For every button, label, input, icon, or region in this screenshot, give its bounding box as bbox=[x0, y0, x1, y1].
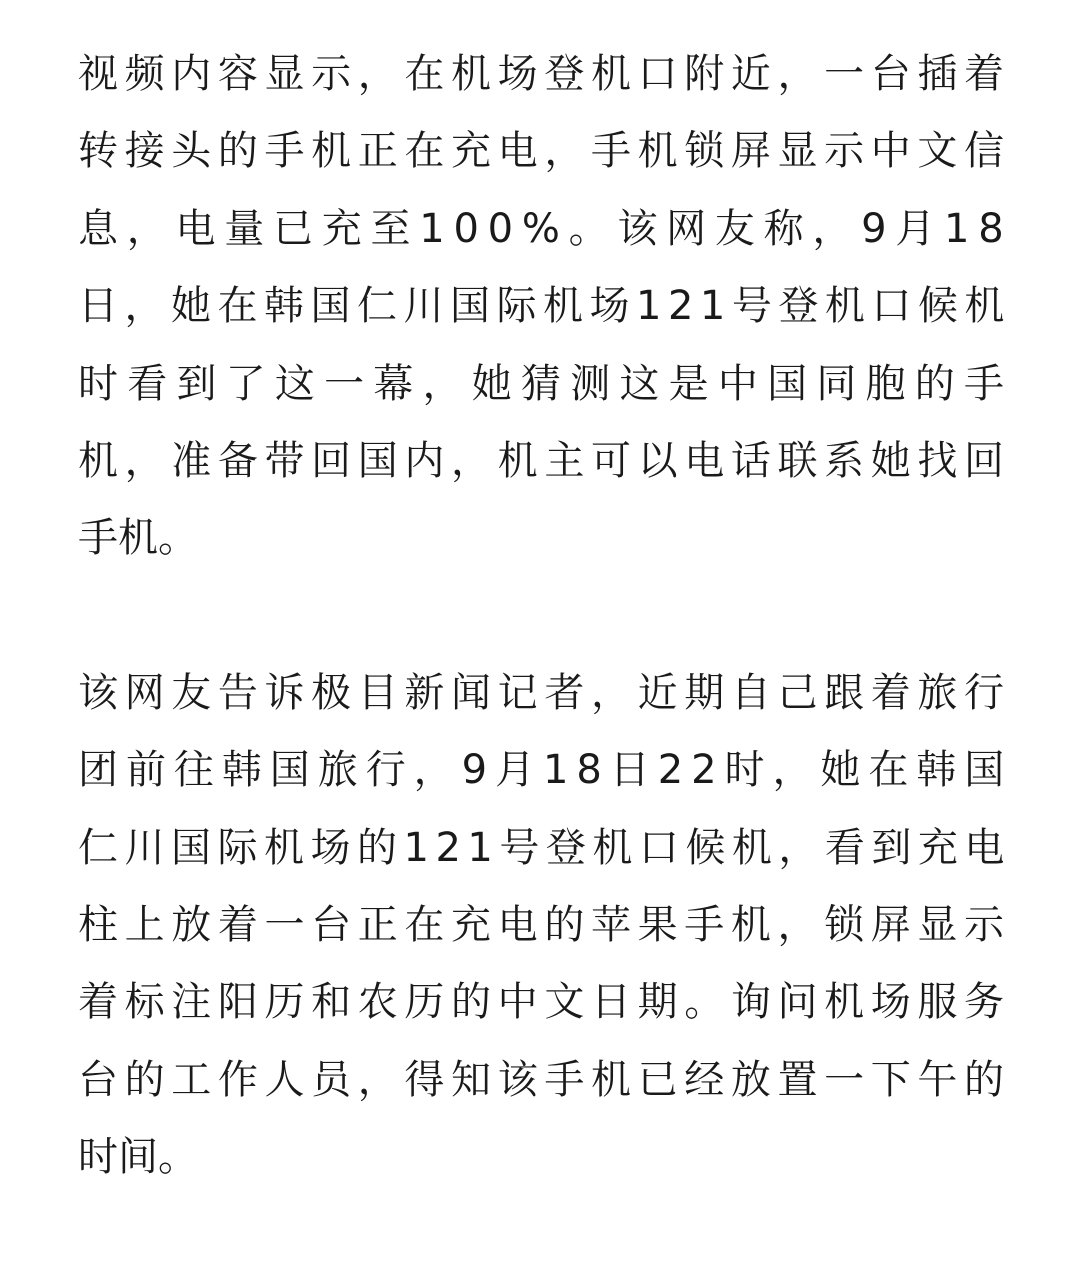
paragraph-2 bbox=[78, 655, 1013, 1197]
paragraph-1-line-2: 转接头的手机正在充电，手机锁屏显示中文信 bbox=[78, 128, 1011, 175]
paragraph-1 bbox=[78, 36, 1014, 578]
paragraph-2-line-1: 该网友告诉极目新闻记者，近期自己跟着旅行 bbox=[78, 669, 1011, 716]
paragraph-1-line-6: 机，准备带回国内，机主可以电话联系她找回 bbox=[78, 437, 1011, 484]
paragraph-2-line-5: 着标注阳历和农历的中文日期。询问机场服务 bbox=[78, 979, 1011, 1026]
paragraph-1-line-7: 手机。 bbox=[78, 515, 198, 562]
paragraph-2-line-2: 团前往韩国旅行，9月18日22时，她在韩国 bbox=[78, 747, 1013, 794]
paragraph-2-line-7: 时间。 bbox=[78, 1134, 198, 1181]
paragraph-1-line-5: 时看到了这一幕，她猜测这是中国同胞的手 bbox=[78, 360, 1014, 407]
article-body bbox=[78, 36, 1014, 1196]
paragraph-1-line-3: 息，电量已充至100%。该网友称，9月18 bbox=[78, 205, 1013, 252]
paragraph-2-line-3: 仁川国际机场的121号登机口候机，看到充电 bbox=[78, 824, 1011, 871]
paragraph-1-line-1: 视频内容显示，在机场登机口附近，一台插着 bbox=[78, 51, 1011, 97]
paragraph-2-line-6: 台的工作人员，得知该手机已经放置一下午的 bbox=[78, 1056, 1011, 1103]
paragraph-2-line-4: 柱上放着一台正在充电的苹果手机，锁屏显示 bbox=[78, 901, 1011, 948]
paragraph-1-line-4: 日，她在韩国仁川国际机场121号登机口候机 bbox=[78, 283, 1011, 330]
